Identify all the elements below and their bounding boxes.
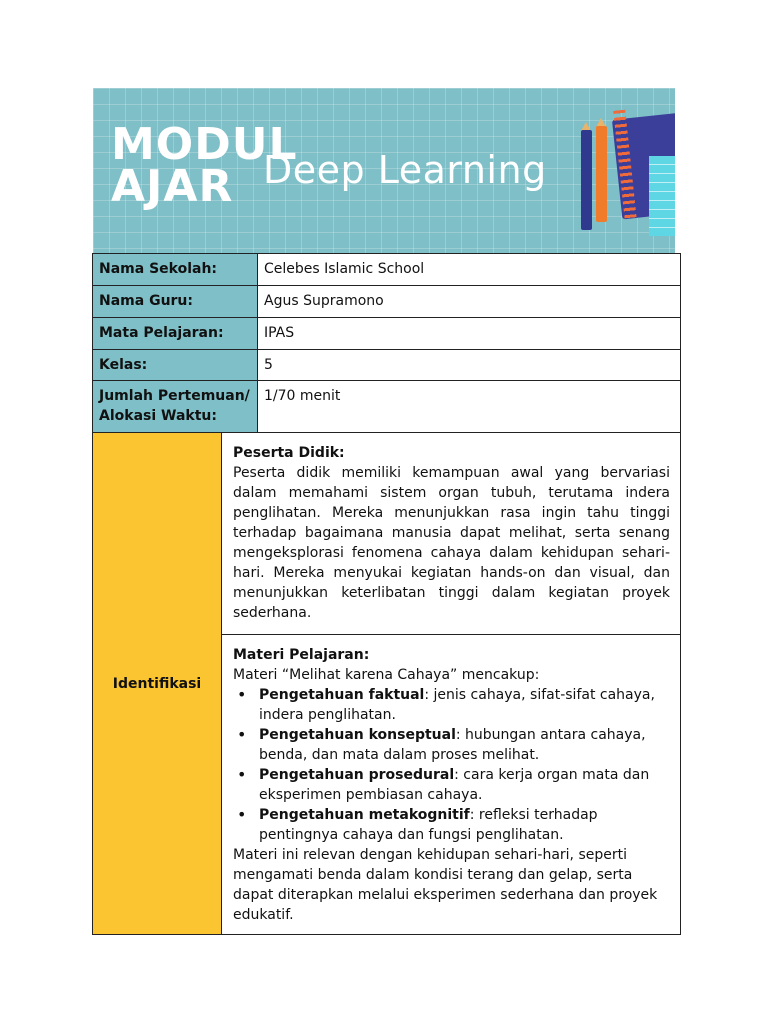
list-item [233,805,670,845]
point-desc: : refleksi terhadap pentingnya cahaya dan fungsi penglihatan. [259,807,598,843]
header-banner [93,88,675,254]
title-line-1: MODUL [111,119,298,170]
table-row [93,318,681,350]
teacher-label: Nama Guru: [93,286,258,318]
list-item [233,765,670,805]
meeting-value: 1/70 menit [258,381,681,433]
orange-pencil-icon [596,126,607,222]
list-item [233,725,670,765]
student-section-text: Peserta didik memiliki kemampuan awal yang bervariasi dalam memahami sistem organ tubuh, terutama indera penglihatan. Mereka menunjukkan rasa ingin tahu tinggi terhadap bagaimana manusia dapat melihat, serta senang mengeksplorasi fenomena cahaya dalam kehidupan sehari-hari. Mereka menyukai kegiatan hands-on dan visual, dan menunjukkan keterlibatan tinggi dalam kegiatan proyek sederhana. [233,465,670,621]
point-desc: : cara kerja organ mata dan eksperimen pembiasan cahaya. [259,767,650,803]
subject-value: IPAS [258,318,681,350]
point-term: Pengetahuan metakognitif [259,807,470,823]
material-section [222,635,681,935]
material-closing: Materi ini relevan dengan kehidupan sehari-hari, seperti mengamati benda dalam kondisi terang dan gelap, serta dapat diterapkan melalui eksperimen sederhana dan proyek edukatif. [233,847,658,923]
point-term: Pengetahuan faktual [259,687,425,703]
student-section [222,433,681,635]
school-label: Nama Sekolah: [93,254,258,286]
identification-table [92,432,681,935]
table-row [93,254,681,286]
identification-label: Identifikasi [93,433,222,935]
student-section-title: Peserta Didik: [233,445,345,461]
table-row [93,433,681,635]
meeting-label-line-1: Jumlah Pertemuan/ [99,388,250,404]
subject-label: Mata Pelajaran: [93,318,258,350]
point-desc: : hubungan antara cahaya, benda, dan mata dalam proses melihat. [259,727,646,763]
notepad-icon [649,156,675,236]
school-value: Celebes Islamic School [258,254,681,286]
identity-table [92,253,681,433]
material-section-title: Materi Pelajaran: [233,647,370,663]
blue-pencil-icon [581,130,592,230]
table-row [93,286,681,318]
class-value: 5 [258,350,681,381]
title-line-2: AJAR [111,161,234,212]
point-term: Pengetahuan konseptual [259,727,456,743]
module-subtitle: Deep Learning [263,148,547,192]
meeting-label-line-2: Alokasi Waktu: [99,408,217,424]
material-points [233,685,670,845]
material-intro: Materi “Melihat karena Cahaya” mencakup: [233,667,540,683]
teacher-value: Agus Supramono [258,286,681,318]
list-item [233,685,670,725]
class-label: Kelas: [93,350,258,381]
point-desc: : jenis cahaya, sifat-sifat cahaya, indera penglihatan. [259,687,655,723]
table-row [93,350,681,381]
meeting-label [93,381,258,433]
table-row [93,381,681,433]
point-term: Pengetahuan prosedural [259,767,455,783]
